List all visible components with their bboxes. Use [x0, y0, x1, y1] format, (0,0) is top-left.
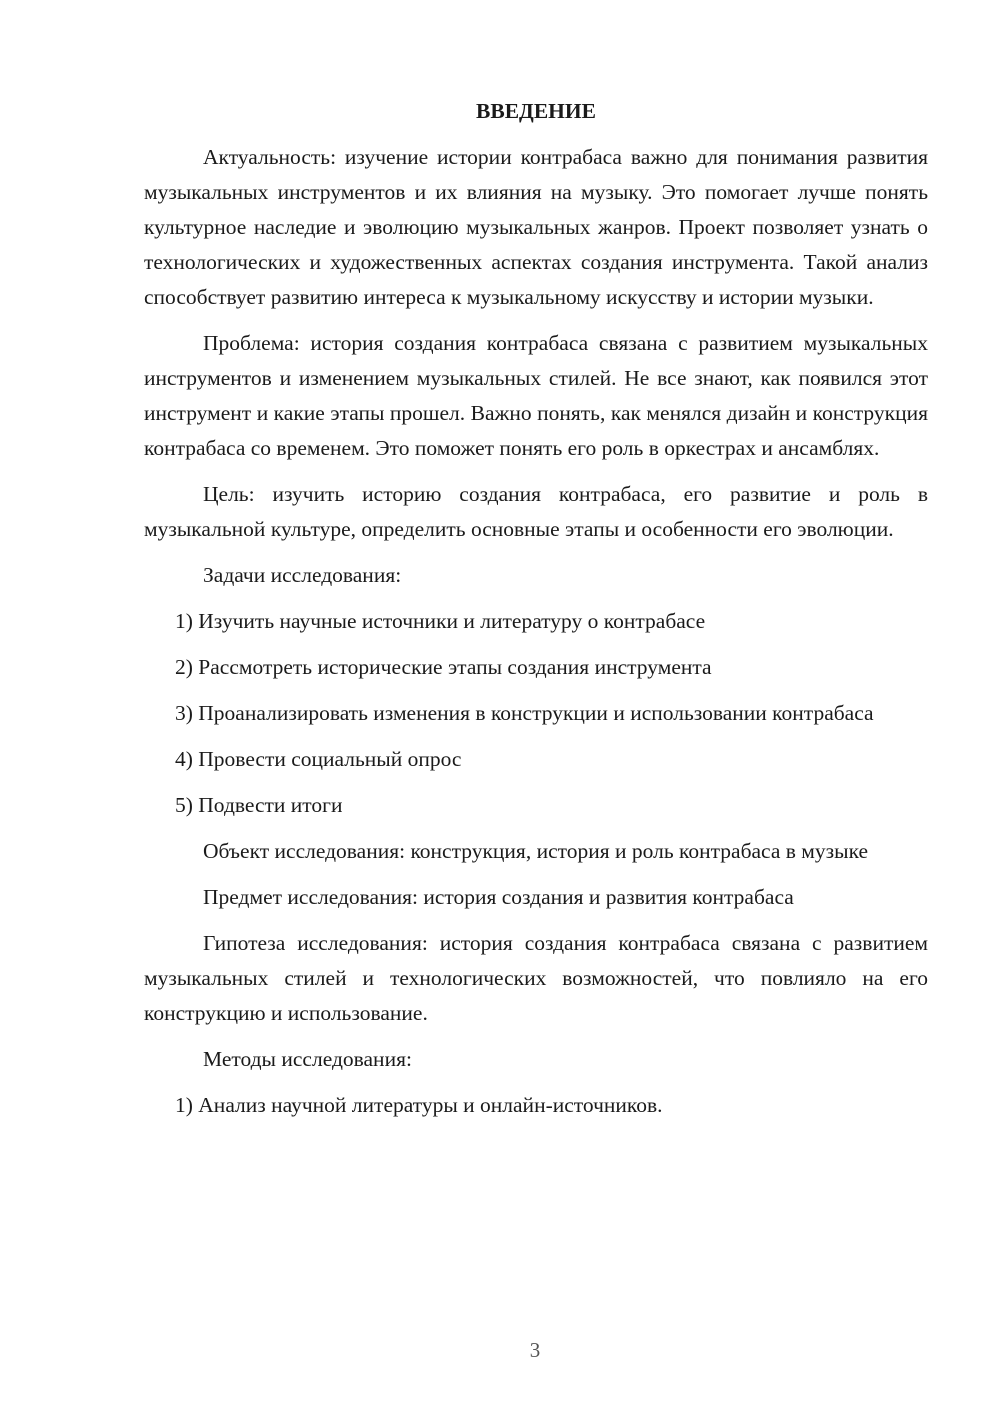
page-number: 3: [529, 1338, 541, 1362]
methods-heading: Методы исследования:: [203, 1047, 412, 1071]
task-item-4: 4) Провести социальный опрос: [175, 747, 462, 771]
hypothesis-paragraph: Гипотеза исследования: история создания контрабаса связана с развитием музыкальных стилей и технологических возможностей, что повлияло на его конструкцию и использование.: [144, 931, 928, 1025]
page-title: ВВЕДЕНИЕ: [476, 99, 596, 123]
subject-paragraph: Предмет исследования: история создания и развития контрабаса: [203, 885, 794, 909]
tasks-heading: Задачи исследования:: [203, 563, 402, 587]
task-item-3: 3) Проанализировать изменения в конструкции и использовании контрабаса: [175, 701, 874, 725]
task-item-1: 1) Изучить научные источники и литературу о контрабасе: [175, 609, 706, 633]
problem-paragraph: Проблема: история создания контрабаса связана с развитием музыкальных инструментов и изменением музыкальных стилей. Не все знают, как появился этот инструмент и какие этапы прошел. Важно понять, как менялся дизайн и конструкция контрабаса со временем. Это поможет понять его роль в оркестрах и ансамблях.: [144, 331, 928, 460]
object-paragraph: Объект исследования: конструкция, история и роль контрабаса в музыке: [203, 839, 869, 863]
page-content: [144, 94, 928, 1134]
method-item-1: 1) Анализ научной литературы и онлайн-источников.: [175, 1093, 663, 1117]
task-item-5: 5) Подвести итоги: [175, 793, 343, 817]
relevance-paragraph: Актуальность: изучение истории контрабаса важно для понимания развития музыкальных инструментов и их влияния на музыку. Это помогает лучше понять культурное наследие и эволюцию музыкальных жанров. Проект позволяет узнать о технологических и художественных аспектах создания инструмента. Такой анализ способствует развитию интереса к музыкальному искусству и истории музыки.: [144, 145, 928, 309]
goal-paragraph: Цель: изучить историю создания контрабаса, его развитие и роль в музыкальной культуре, определить основные этапы и особенности его эволюции.: [144, 482, 928, 541]
task-item-2: 2) Рассмотреть исторические этапы создания инструмента: [175, 655, 712, 679]
